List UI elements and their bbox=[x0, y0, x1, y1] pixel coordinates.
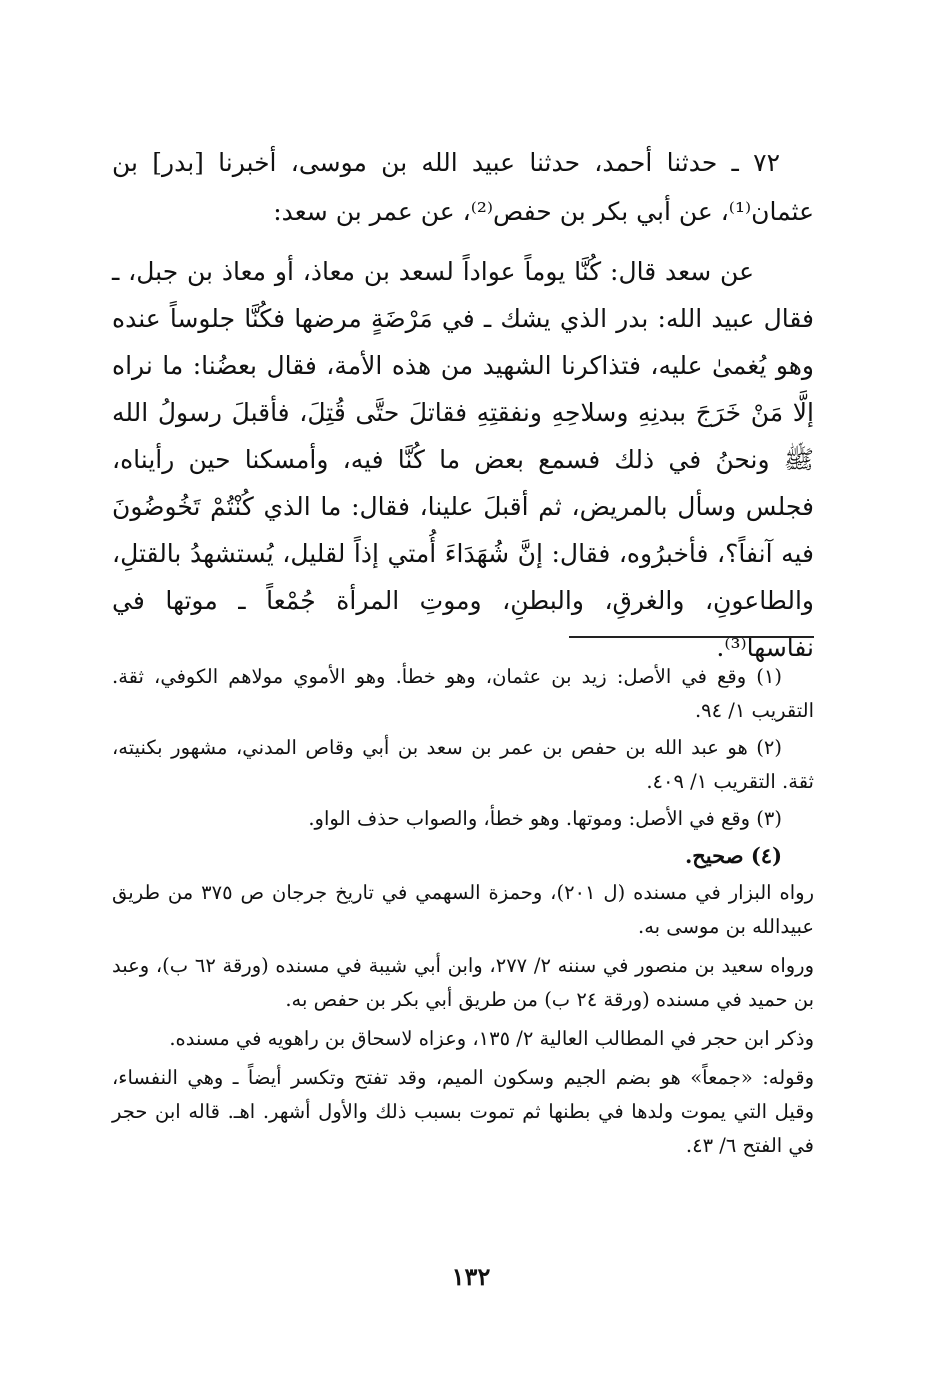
takhrij-note-3: وذكر ابن حجر في المطالب العالية ٢/ ١٣٥، وعزاه لاسحاق بن راهويه في مسنده. bbox=[169, 1027, 814, 1050]
hadith-isnad: ٧٢ ـ حدثنا أحمد، حدثنا عبيد الله بن موسى، أخبرنا [بدر] بن عثمان⁽¹⁾، عن أبي بكر بن حفص⁽²⁾، عن عمر بن سعد: bbox=[112, 148, 814, 226]
footnote-3: (٣) وقع في الأصل: وموتها. وهو خطأ، والصواب حذف الواو. bbox=[308, 807, 782, 830]
page-number: ١٣٢ bbox=[451, 1262, 491, 1291]
takhrij-note-4: وقوله: «جمعاً» هو بضم الجيم وسكون الميم، وقد تفتح وتكسر أيضاً ـ وهي النفساء، وقيل التي يموت ولدها في بطنها ثم تموت بسبب ذلك والأول أشهر. اهـ. قاله ابن حجر في الفتح ٦/ ٤٣. bbox=[112, 1066, 814, 1157]
footnote-1: (١) وقع في الأصل: زيد بن عثمان، وهو خطأ. وهو الأموي مولاهم الكوفي، ثقة. التقريب ١/ ٩٤. bbox=[112, 665, 814, 722]
footnote-divider bbox=[569, 636, 814, 638]
hadith-matn: عن سعد قال: كُنَّا يوماً عواداً لسعد بن معاذ، أو معاذ بن جبل، ـ فقال عبيد الله: بدر الذي يشك ـ في مَرْضَةٍ مرضها فكُنَّا جلوساً عنده وهو يُغمىٰ عليه، فتذاكرنا الشهيد من هذه الأمة، فقال بعضُنا: ما نراه إلَّا مَنْ خَرَجَ ببدنِهِ وسلاحِهِ ونفقتِهِ فقاتلَ حتَّى قُتِلَ، فأقبلَ رسولُ الله ﷺ ونحنُ في ذلك فسمع بعض ما كُنَّا فيه، وأمسكنا حين رأيناه، فجلس وسأل بالمريض، ثم أقبلَ علينا، فقال: ما الذي كُنْتُمْ تَخُوضُونَ فيه آنفاً؟، فأخبرُوه، فقال: إنَّ شُهَدَاءَ أُمتي إذاً لقليل، يُستشهدُ بالقتلِ، والطاعونِ، والغرقِ، والبطنِ، وموتِ المرأة جُمْعاً ـ موتها في نفاسها⁽³⁾. bbox=[112, 257, 814, 662]
main-text bbox=[112, 138, 814, 671]
footnote-2: (٢) هو عبد الله بن حفص بن عمر بن سعد بن أبي وقاص المدني، مشهور بكنيته، ثقة. التقريب ١/ ٤٠٩. bbox=[112, 736, 814, 793]
footnotes-section bbox=[112, 660, 814, 1168]
footnote-4-grade: (٤) صحيح. bbox=[684, 843, 782, 868]
takhrij-note-2: ورواه سعيد بن منصور في سننه ٢/ ٢٧٧، وابن أبي شيبة في مسنده (ورقة ٦٢ ب)، وعبد بن حميد في مسنده (ورقة ٢٤ ب) من طريق أبي بكر بن حفص به. bbox=[112, 954, 815, 1011]
takhrij-note-1: رواه البزار في مسنده (ل ٢٠١)، وحمزة السهمي في تاريخ جرجان ص ٣٧٥ من طريق عبيدالله بن موسى به. bbox=[112, 881, 815, 938]
